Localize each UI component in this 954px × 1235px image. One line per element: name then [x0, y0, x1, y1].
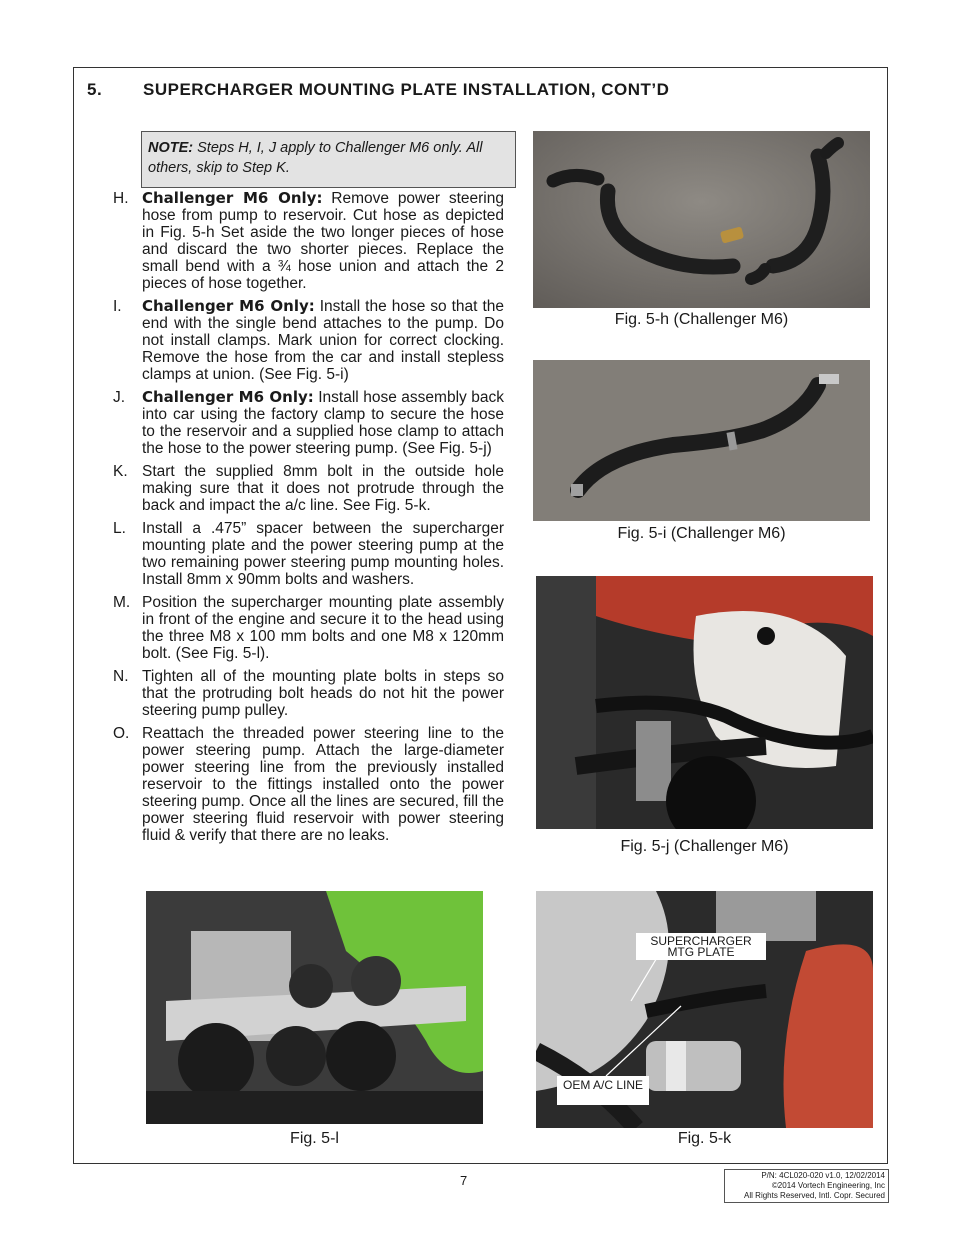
caption-fig-5k: Fig. 5-k: [677, 1130, 732, 1147]
caption-fig-5j: Fig. 5-j (Challenger M6): [620, 838, 789, 855]
note-box: [141, 131, 516, 188]
caption-fig-5i: Fig. 5-i (Challenger M6): [617, 525, 786, 542]
footer-legal-box: [724, 1169, 889, 1203]
photo-fig-5i: [533, 360, 870, 521]
section-title: SUPERCHARGER MOUNTING PLATE INSTALLATION, CONT’D: [143, 80, 670, 99]
step-letter: J.: [113, 389, 126, 406]
step-j: [113, 389, 504, 457]
note-text: Steps H, I, J apply to Challenger M6 only. All others, skip to Step K.: [148, 140, 483, 176]
step-m: [113, 594, 504, 662]
step-text: Install a .475” spacer between the supercharger mounting plate and the power steering pump at the two remaining power steering pump mounting holes. Install 8mm x 90mm bolts and washers.: [142, 520, 504, 588]
step-list: [113, 190, 504, 850]
step-i: [113, 298, 504, 383]
footer-rights: All Rights Reserved, Intl. Copr. Secured: [744, 1191, 885, 1200]
step-letter: I.: [113, 298, 122, 315]
step-text: Start the supplied 8mm bolt in the outside hole making sure that it does not protrude through the back and impact the a/c line. See Fig. 5-k.: [142, 463, 504, 514]
page-number: 7: [460, 1173, 468, 1188]
section-number: 5.: [87, 80, 103, 99]
step-text: Install the hose so that the end with the single bend attaches to the pump. Do not install clamps. Mark union for correct clocking. Remove the hose from the car and install stepless clamps at union. (See Fig. 5-i): [142, 298, 504, 383]
step-bold: Challenger M6 Only:: [142, 189, 323, 207]
caption-fig-5l: Fig. 5-l: [290, 1130, 339, 1147]
footer-part-number: P/N: 4CL020-020 v1.0, 12/02/2014: [761, 1171, 885, 1180]
callout-plate: SUPERCHARGER MTG PLATE: [636, 933, 766, 960]
photo-fig-5j: [536, 576, 873, 829]
step-letter: N.: [113, 668, 129, 685]
step-text: Position the supercharger mounting plate assembly in front of the engine and secure it to the head using the three M8 x 100 mm bolts and one M8 x 120mm bolt. (See Fig. 5-l).: [142, 594, 504, 662]
step-letter: K.: [113, 463, 128, 480]
footer-copyright: ©2014 Vortech Engineering, Inc: [771, 1181, 885, 1190]
callout-ac-line: OEM A/C LINE: [557, 1076, 649, 1105]
step-k: [113, 463, 504, 514]
step-bold: Challenger M6 Only:: [142, 297, 315, 315]
photo-fig-5h: [533, 131, 870, 308]
photo-fig-5l: [146, 891, 483, 1124]
step-l: [113, 520, 504, 588]
caption-fig-5h: Fig. 5-h (Challenger M6): [614, 311, 789, 328]
step-text: Remove power steering hose from pump to reservoir. Cut hose as depicted in Fig. 5-h Set aside the two longer pieces of hose and discard the two shorter pieces. Replace the small bend with a ¾ hose union and attach the 2 pieces of hose together.: [142, 190, 504, 292]
step-h: [113, 190, 504, 292]
step-text: Install hose assembly back into car using the factory clamp to secure the hose to the reservoir and a supplied hose clamp to attach the hose to the power steering pump. (See Fig. 5-j): [142, 389, 504, 457]
photo-fig-5k: [536, 891, 873, 1128]
note-label: NOTE:: [148, 140, 194, 156]
step-n: [113, 668, 504, 719]
step-o: [113, 725, 504, 844]
step-text: Reattach the threaded power steering line to the power steering pump. Attach the large-diameter power steering line from the previously installed reservoir to the fittings installed onto the power steering pump. Once all the lines are secured, fill the power steering fluid reservoir with power steering fluid & verify that there are no leaks.: [142, 725, 504, 844]
step-text: Tighten all of the mounting plate bolts in steps so that the protruding bolt heads do not hit the power steering pump pulley.: [142, 668, 504, 719]
step-letter: H.: [113, 190, 129, 207]
step-letter: L.: [113, 520, 126, 537]
step-letter: O.: [113, 725, 130, 742]
step-bold: Challenger M6 Only:: [142, 388, 314, 406]
step-letter: M.: [113, 594, 131, 611]
